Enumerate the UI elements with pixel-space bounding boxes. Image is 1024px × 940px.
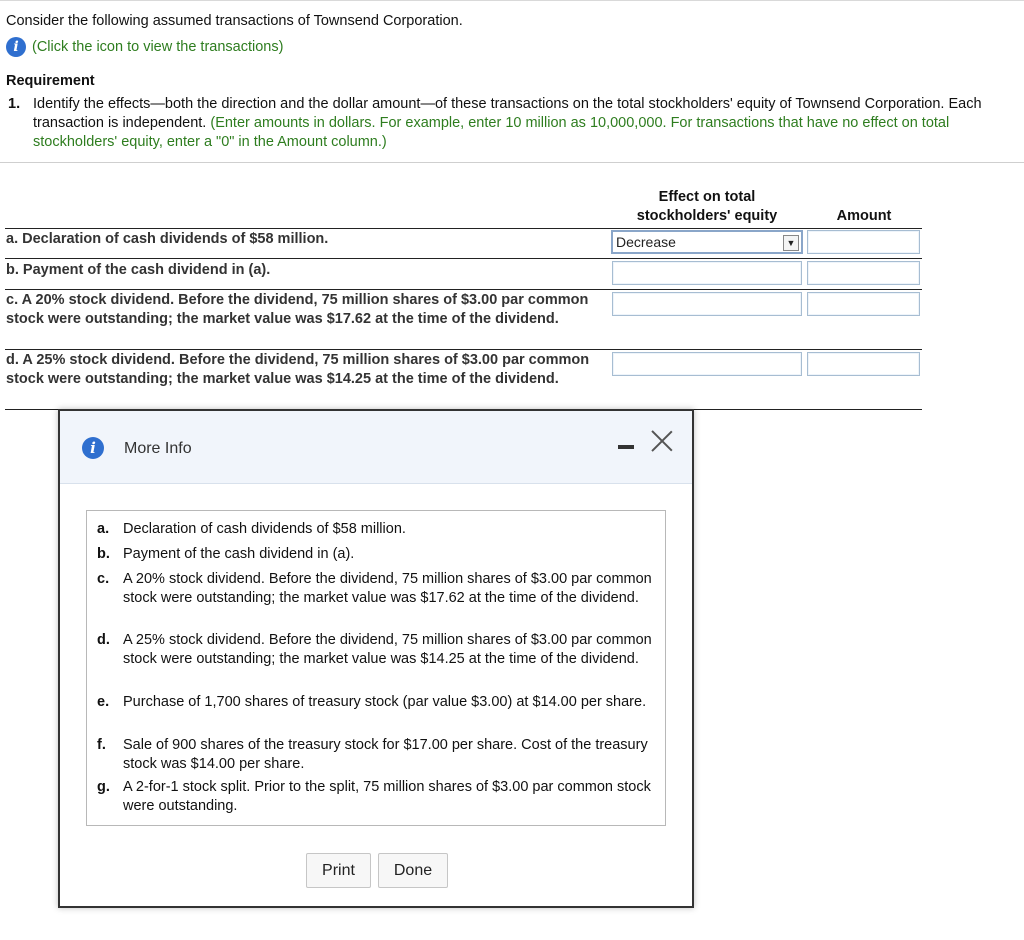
info-icon: i [82, 437, 104, 459]
list-item: a. Declaration of cash dividends of $58 million. [97, 521, 406, 537]
close-icon[interactable] [650, 429, 674, 453]
amount-input-a[interactable] [807, 230, 920, 254]
more-info-dialog [58, 409, 694, 908]
minimize-icon[interactable] [618, 445, 634, 449]
effect-select-d[interactable] [612, 352, 802, 376]
row-label-c: c. A 20% stock dividend. Before the dividend, 75 million shares of $3.00 par common stock were outstanding; the market value was $17.62 at the time of the dividend. [6, 292, 589, 327]
transactions-list [86, 510, 666, 826]
requirement-body [6, 95, 1014, 152]
row-label-b: b. Payment of the cash dividend in (a). [6, 262, 271, 278]
amount-input-b[interactable] [807, 261, 920, 285]
print-button[interactable]: Print [306, 853, 371, 888]
list-item: b. Payment of the cash dividend in (a). [97, 546, 355, 562]
row-label-d: d. A 25% stock dividend. Before the dividend, 75 million shares of $3.00 par common stock were outstanding; the market value was $14.25 at the time of the dividend. [6, 352, 590, 387]
amount-input-c[interactable] [807, 292, 920, 316]
section-divider [0, 162, 1024, 163]
list-item: e. Purchase of 1,700 shares of treasury stock (par value $3.00) at $14.00 per share. [97, 694, 647, 710]
list-item: d. A 25% stock dividend. Before the dividend, 75 million shares of $3.00 par common stock were outstanding; the market value was $14.25 at the time of the dividend. [97, 632, 652, 667]
requirement-heading: Requirement [6, 73, 95, 89]
amount-input-d[interactable] [807, 352, 920, 376]
info-icon[interactable]: i [6, 37, 26, 57]
requirement-instruction: (Enter amounts in dollars. For example, enter 10 million as 10,000,000. For transactions that have no effect on total stockholders' equity, enter a "0" in the Amount column.) [33, 115, 950, 150]
list-item: g. A 2-for-1 stock split. Prior to the split, 75 million shares of $3.00 par common stock were outstanding. [97, 779, 651, 814]
requirement-text: Identify the effects—both the direction and the dollar amount—of these transactions on the total stockholders' equity of Townsend Corporation. Each transaction is independent. [33, 96, 982, 131]
effect-select-c[interactable] [612, 292, 802, 316]
requirement-number: 1. [8, 96, 21, 112]
dropdown-arrow-icon[interactable]: ▼ [783, 235, 799, 251]
column-header-effect: Effect on total stockholders' equity [636, 189, 778, 224]
effect-select-b[interactable] [612, 261, 802, 285]
dialog-title: More Info [124, 440, 192, 457]
table-rule [5, 258, 922, 259]
view-transactions-text[interactable]: (Click the icon to view the transactions) [32, 39, 284, 55]
column-header-amount: Amount [836, 208, 892, 224]
dialog-header [60, 411, 692, 484]
row-label-a: a. Declaration of cash dividends of $58 million. [6, 231, 329, 247]
done-button[interactable]: Done [378, 853, 448, 888]
list-item: c. A 20% stock dividend. Before the dividend, 75 million shares of $3.00 par common stock were outstanding; the market value was $17.62 at the time of the dividend. [97, 571, 652, 606]
effect-select-a[interactable] [611, 230, 803, 254]
top-divider [0, 0, 1024, 1]
table-rule [5, 349, 922, 350]
intro-text: Consider the following assumed transactions of Townsend Corporation. [6, 13, 463, 29]
effect-select-a-value: Decrease [616, 234, 676, 250]
table-rule [5, 289, 922, 290]
list-item: f. Sale of 900 shares of the treasury stock for $17.00 per share. Cost of the treasury stock was $14.00 per share. [97, 737, 648, 772]
table-rule [5, 228, 922, 229]
view-transactions-link[interactable] [6, 37, 283, 57]
